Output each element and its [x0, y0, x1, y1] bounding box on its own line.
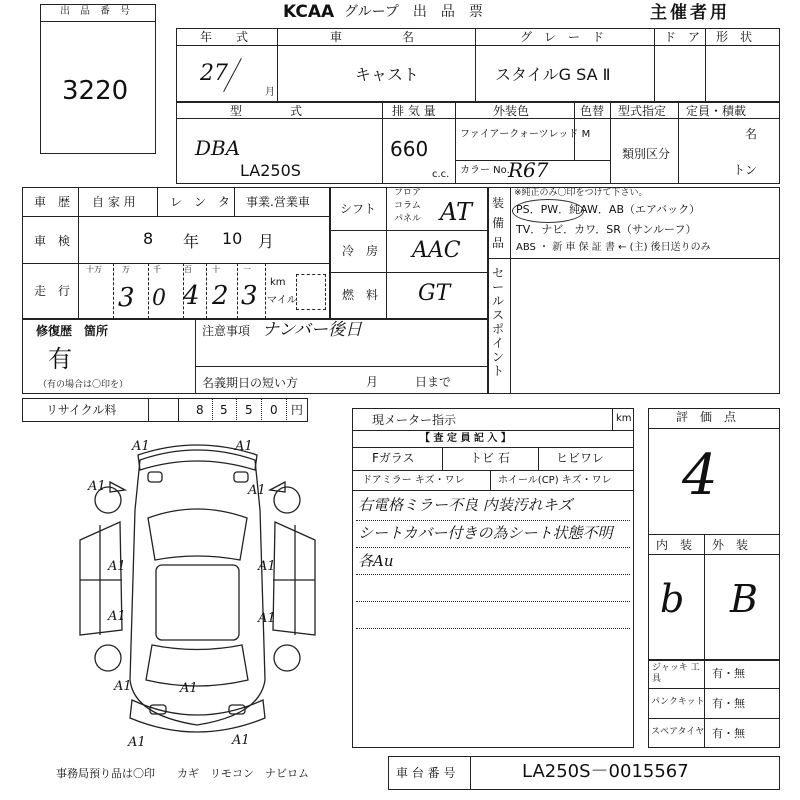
- private-use[interactable]: 自 家 用: [92, 195, 136, 209]
- mileage-digit: 3: [241, 281, 258, 311]
- logo: KCAA: [283, 2, 335, 22]
- recycle-digit: 5: [220, 403, 228, 417]
- ac-value: AAC: [412, 238, 461, 263]
- digit-label: 万: [122, 265, 130, 274]
- year-label: 年 式: [200, 30, 249, 44]
- digit-label: 百: [184, 265, 192, 274]
- recycle-digit: 8: [196, 403, 204, 417]
- capacity-label: 定員・積載: [686, 104, 747, 118]
- chassis-label: 車 台 番 号: [396, 766, 456, 780]
- displacement-unit: c.c.: [432, 169, 450, 180]
- history-label: 車 歴: [34, 195, 71, 209]
- deadline-day: 日まで: [415, 375, 452, 389]
- recycle-yen: 円: [291, 403, 304, 417]
- displacement-value: 660: [390, 137, 429, 161]
- repair-value: 有: [48, 345, 72, 373]
- ac-label: 冷 房: [342, 244, 379, 258]
- equipment-label: 装 備 品: [492, 196, 517, 250]
- car-name-label: 車 名: [330, 30, 415, 44]
- grade-value: スタイルG SA Ⅱ: [495, 65, 611, 84]
- inspector-note-3: 各Au: [358, 552, 394, 570]
- office-items: 事務局預り品は〇印 カギ リモコン ナビロム: [56, 767, 309, 780]
- tons-unit: トン: [733, 163, 758, 177]
- sales-point-label: セールスポイント: [492, 266, 505, 378]
- model-code: LA250S: [240, 161, 301, 180]
- persons-unit: 名: [745, 127, 758, 141]
- mileage-digit: 4: [183, 281, 200, 311]
- equipment-circle: [512, 199, 584, 223]
- exterior-score: B: [730, 577, 758, 621]
- damage-mark: A1: [232, 733, 250, 748]
- damage-mark: A1: [248, 483, 266, 498]
- meter-km: km: [616, 413, 632, 424]
- recycle-label: リサイクル料: [46, 403, 117, 417]
- inspection-year-char: 年: [183, 232, 200, 251]
- digit-label: 十: [212, 265, 220, 274]
- mileage-digit: 3: [118, 283, 135, 313]
- mile-unit: マイル: [267, 295, 297, 306]
- car-name: キャスト: [355, 65, 420, 84]
- jack-value[interactable]: 有・無: [712, 667, 745, 680]
- model-prefix: DBA: [195, 136, 241, 160]
- door-label: ド ア: [664, 30, 701, 44]
- type-designation-label: 型式指定: [618, 104, 667, 118]
- digit-label: 一: [243, 265, 251, 274]
- model-label: 型 式: [230, 104, 303, 118]
- exterior-color-value: ファイアークォーツレッド M: [460, 129, 591, 140]
- damage-mark: A1: [258, 559, 276, 574]
- inspection-label: 車 検: [34, 234, 71, 248]
- fuel-value: GT: [418, 281, 451, 306]
- km-unit: km: [270, 277, 286, 288]
- equipment-line1[interactable]: PS．PW．純AW．AB（エアバック）: [516, 203, 701, 216]
- equipment-line2[interactable]: TV．ナビ．カワ．SR（サンルーフ）: [516, 223, 697, 236]
- inspection-month-char: 月: [258, 232, 275, 251]
- recycle-digit: 5: [245, 403, 253, 417]
- puncture-kit-value[interactable]: 有・無: [712, 697, 745, 710]
- rental-use[interactable]: レ ン タ: [170, 195, 231, 209]
- deadline-label: 名義期日の短い方: [202, 376, 299, 390]
- shift-panel[interactable]: パネル: [394, 214, 422, 224]
- damage-mark: A1: [114, 679, 132, 694]
- damage-mark: A1: [108, 559, 126, 574]
- mileage-digit: 0: [152, 286, 166, 311]
- shift-label: シフト: [340, 202, 377, 216]
- car-damage-diagram: [70, 430, 325, 750]
- fuel-label: 燃 料: [342, 288, 379, 302]
- category-label: 類別区分: [622, 147, 671, 161]
- interior-score: b: [660, 577, 685, 621]
- shift-value: AT: [440, 198, 473, 226]
- spare-tire-value[interactable]: 有・無: [712, 727, 745, 740]
- deadline-month: 月: [366, 375, 379, 389]
- lot-number: 3220: [62, 76, 129, 106]
- exterior-color-label: 外装色: [493, 104, 530, 118]
- repair-label: 修復歴 箇所: [36, 324, 109, 338]
- digit-label: 十万: [86, 265, 102, 274]
- meter-label: 現メーター指示: [372, 413, 457, 427]
- overall-score: 4: [682, 443, 718, 508]
- damage-mark: A1: [235, 439, 253, 454]
- form-title: ．グループ 出 品 票: [330, 4, 483, 20]
- inspector-note-2: シートカバー付きの為シート状態不明: [358, 524, 613, 542]
- puncture-kit-label: パンクキット: [651, 697, 705, 707]
- damage-mark: A1: [128, 735, 146, 750]
- mile-checkbox[interactable]: [296, 274, 326, 310]
- mirror-label[interactable]: ドアミラー キズ・ワレ: [362, 475, 465, 486]
- displacement-label: 排 気 量: [392, 104, 436, 118]
- spare-tire-label: スペアタイヤ: [651, 727, 705, 737]
- shift-column[interactable]: コラム: [394, 201, 421, 211]
- business-use[interactable]: 事業.営業車: [246, 195, 310, 209]
- damage-mark: A1: [88, 479, 106, 494]
- digit-label: 千: [153, 265, 161, 274]
- exterior-label: 外 装: [712, 538, 749, 552]
- color-no-value: R67: [508, 158, 549, 182]
- recycle-digit: 0: [270, 403, 278, 417]
- color-no-label: カラー No.: [460, 165, 510, 176]
- crack-label[interactable]: ヒビワレ: [556, 451, 605, 465]
- mileage-digit: 2: [212, 281, 229, 311]
- year-month-unit: 月: [265, 87, 275, 98]
- mileage-label: 走 行: [34, 284, 71, 298]
- windshield-label[interactable]: Fガラス: [372, 451, 415, 465]
- color-change-label: 色替: [580, 104, 605, 118]
- inspector-label: 【 査 定 員 記 入 】: [420, 433, 511, 444]
- interior-label: 内 装: [656, 538, 693, 552]
- equipment-note: ※純正のみ〇印をつけて下さい。: [514, 188, 648, 198]
- score-label: 評 価 点: [676, 410, 737, 424]
- shift-floor[interactable]: フロア: [394, 188, 422, 198]
- damage-mark: A1: [132, 439, 150, 454]
- caution-label: 注意事項: [202, 324, 251, 338]
- year-value: 27: [200, 61, 228, 86]
- inspector-note-1: 右電格ミラー不良 内装汚れキズ: [358, 496, 573, 514]
- shape-label: 形 状: [716, 30, 753, 44]
- chassis-number: LA250S－0015567: [522, 761, 689, 782]
- damage-mark: A1: [258, 611, 276, 626]
- caution-value: ナンバー後日: [262, 320, 362, 340]
- equipment-line3[interactable]: ABS ・ 新 車 保 証 書 ← (主) 後日送りのみ: [516, 242, 711, 253]
- inspection-year: 8: [143, 229, 154, 248]
- wheel-label[interactable]: ホイール(CP) キズ・ワレ: [498, 475, 612, 486]
- lot-label: 出 品 番 号: [60, 6, 130, 17]
- jack-label: ジャッキ 工 具: [652, 663, 709, 684]
- repair-note: （有の場合は〇印を）: [38, 380, 129, 390]
- damage-mark: A1: [108, 609, 126, 624]
- inspection-month: 10: [222, 229, 243, 248]
- organizer-label: 主催者用: [650, 3, 730, 23]
- chip-label[interactable]: トビ 石: [470, 451, 510, 465]
- grade-label: グ レ ー ド: [520, 30, 605, 44]
- damage-mark: A1: [180, 681, 198, 696]
